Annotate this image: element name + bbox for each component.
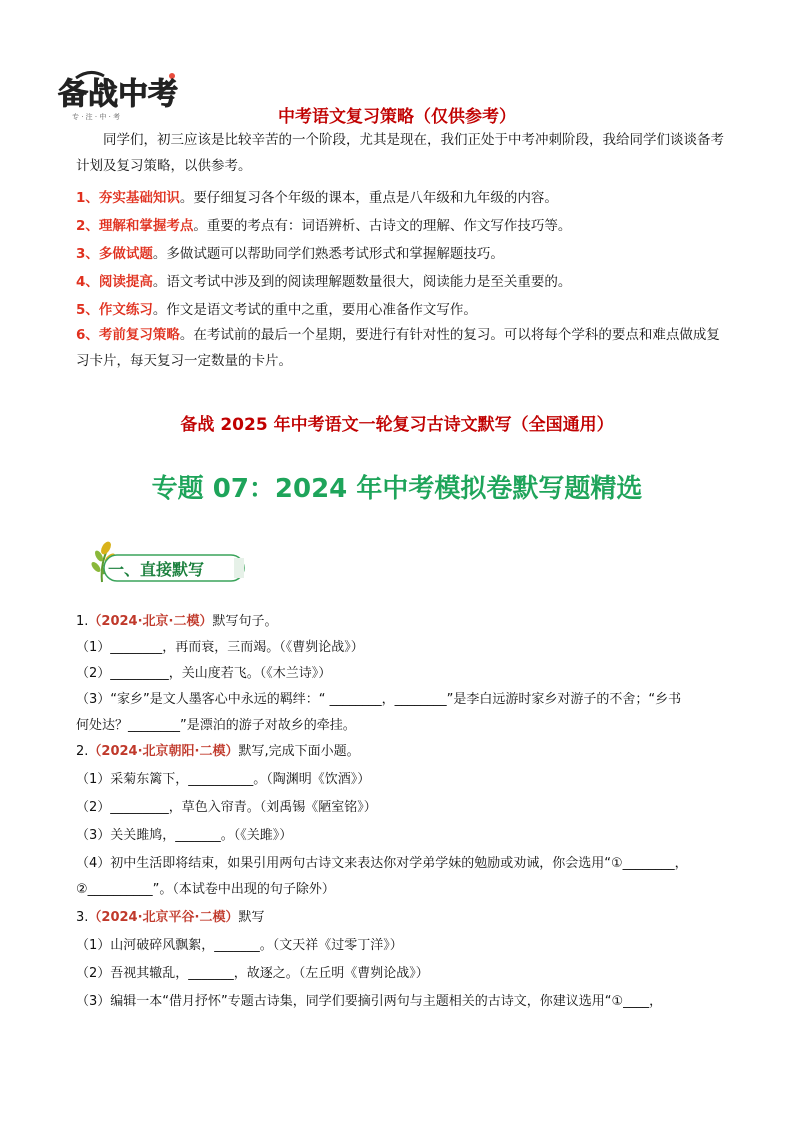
strategy-item-label: 4、阅读提高 [76, 274, 153, 290]
question-stem: 默写句子。 [212, 614, 278, 629]
question-number: 3. [76, 910, 89, 925]
question-2-header [76, 740, 360, 759]
question-line: ②__________”。（本试卷中出现的句子除外） [76, 882, 335, 897]
question-line: （2）_________，关山度若飞。（《木兰诗》） [76, 666, 332, 681]
strategy-item-label: 2、理解和掌握考点 [76, 218, 194, 234]
question-line: （1）山河破碎风飘絮，_______。（文天祥《过零丁洋》） [76, 938, 403, 953]
question-source: （2024·北京平谷·二模） [88, 910, 239, 925]
strategy-item-label: 5、作文练习 [76, 302, 153, 318]
strategy-intro: 同学们，初三应该是比较辛苦的一个阶段，尤其是现在，我们正处于中考冲刺阶段，我给同学们谈谈备考计划及复习策略，以供参考。 [76, 132, 724, 174]
logo-subtitle: 专 · 注 · 中 · 考 [72, 113, 121, 121]
question-1-header [76, 610, 277, 629]
strategy-item-5 [76, 298, 477, 318]
strategy-item-text: 。多做试题可以帮助同学们熟悉考试形式和掌握解题技巧。 [152, 246, 504, 262]
strategy-item-2 [76, 214, 571, 234]
strategy-item-text: 。要仔细复习各个年级的课本，重点是八年级和九年级的内容。 [179, 190, 558, 206]
question-number: 1. [76, 614, 89, 629]
strategy-item-text: 。语文考试中涉及到的阅读理解题数量很大，阅读能力是至关重要的。 [152, 274, 572, 290]
section-label: 一、直接默写 [108, 560, 205, 579]
strategy-item-3 [76, 242, 504, 262]
strategy-item-6 [76, 322, 726, 374]
strategy-item-4 [76, 270, 571, 290]
question-stem: 默写,完成下面小题。 [238, 744, 360, 759]
question-stem: 默写 [238, 910, 265, 925]
topic-title: 专题 07：2024 年中考模拟卷默写题精选 [151, 474, 643, 504]
strategy-item-1 [76, 186, 558, 206]
question-line: （3）关关雎鸠，_______。（《关雎》） [76, 828, 293, 843]
strategy-item-label: 3、多做试题 [76, 246, 153, 262]
question-line: （2）_________，草色入帘青。（刘禹锡《陋室铭》） [76, 800, 377, 815]
question-number: 2. [76, 744, 89, 759]
strategy-title: 中考语文复习策略（仅供参考） [278, 107, 516, 127]
strategy-item-label: 6、考前复习策略 [76, 327, 180, 343]
question-line: （3）“家乡”是文人墨客心中永远的羁绊：“ ________，________”是李白远游时家乡对游子的不舍；“乡书 [76, 692, 682, 707]
question-line: （4）初中生活即将结束，如果引用两句古诗文来表达你对学弟学妹的勉励或劝诫，你会选用“①________， [76, 856, 688, 871]
strategy-item-text: 。在考试前的最后一个星期，要进行有针对性的复习。可以将每个学科的要点和难点做成复习卡片，每天复习一定数量的卡片。 [76, 327, 720, 369]
question-line: （2）吾视其辙乱，_______，故逐之。（左丘明《曹刿论战》） [76, 966, 429, 981]
question-line: 何处达？________”是漂泊的游子对故乡的牵挂。 [76, 718, 356, 733]
question-line: （1）________，再而衰，三而竭。（《曹刿论战》） [76, 640, 364, 655]
strategy-item-text: 。作文是语文考试的重中之重，要用心准备作文写作。 [152, 302, 477, 318]
question-source: （2024·北京·二模） [88, 614, 213, 629]
strategy-item-text: 。重要的考点有：词语辨析、古诗文的理解、作文写作技巧等。 [193, 218, 572, 234]
question-source: （2024·北京朝阳·二模） [88, 744, 239, 759]
logo-text: 备战中考 [58, 77, 178, 112]
subtitle: 备战 2025 年中考语文一轮复习古诗文默写（全国通用） [180, 415, 614, 435]
question-3-header [76, 906, 264, 925]
strategy-item-label: 1、夯实基础知识 [76, 190, 180, 206]
question-line: （1）采菊东篱下，__________。（陶渊明《饮酒》） [76, 772, 371, 787]
question-line: （3）编辑一本“借月抒怀”专题古诗集，同学们要摘引两句与主题相关的古诗文，你建议选用“①____， [76, 994, 663, 1009]
